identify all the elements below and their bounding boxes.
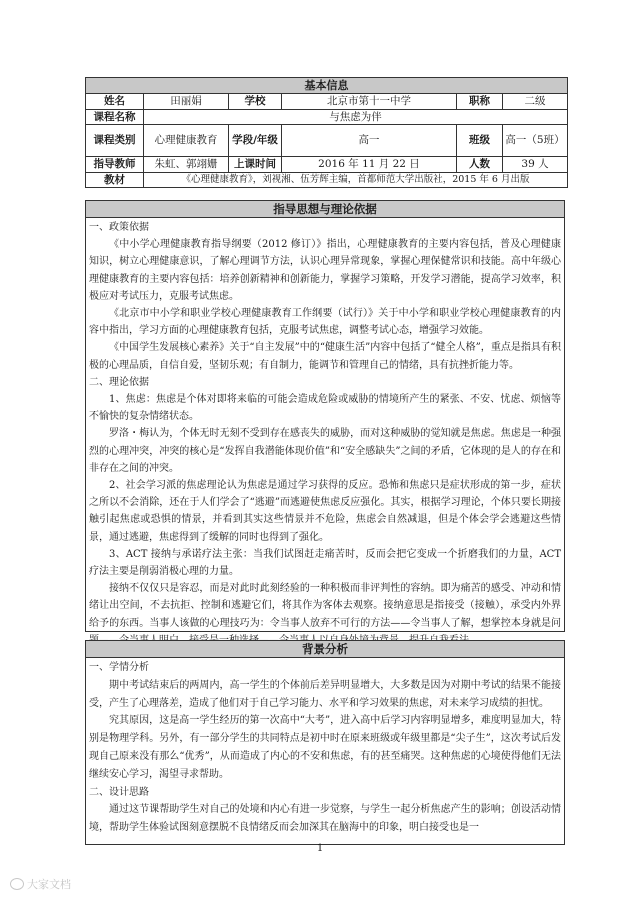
course-type-value: 心理健康教育 [144,125,229,157]
watermark-logo-icon [10,878,24,890]
theory-heading: 二、理论依据 [89,376,149,388]
course-name-label: 课程名称 [86,110,144,125]
count-label: 人数 [457,157,503,173]
paragraph: 2、社会学习派的焦虑理论认为焦虑是通过学习获得的反应。恐怖和焦虑只是症状形成的第一步，症状之所以不会消除，还在于人们学会了“逃避”而逃避使焦虑反应强化。其实，根据学习理论，个体只要长期接触引起焦虑或恐惧的情景，并看到其实这些情景并不危险，焦虑会自然减退，但是个体会学会逃避这些情景，通过逃避，焦虑得到了缓解的同时也得到了强化。 [89,480,561,543]
watermark-text: 大家文档 [27,878,71,891]
textbook-label: 教材 [86,173,144,188]
paragraph: 接纳不仅仅只是容忍，而是对此时此刻经验的一种积极而非评判性的容纳。即为痛苦的感受、冲动和情绪让出空间，不去抗拒、控制和逃避它们，将其作为客体去观察。接纳意思是指接受（接触），承受内外界给予的东西。当事人该做的心理技巧为：令当事人放弃不可行的方法——令当事人了解，想掌控本身就是问 [89,583,561,629]
class-value: 高一（5班） [503,125,568,157]
basic-info-table [85,77,568,188]
class-label: 班级 [457,125,503,157]
name-label: 姓名 [86,94,144,110]
time-label: 上课时间 [229,157,282,173]
count-value: 39 人 [503,157,568,173]
guiding-theory-body [86,218,564,649]
school-value: 北京市第十一中学 [282,94,457,110]
background-analysis-body [86,658,564,837]
paragraph: 《中小学心理健康教育指导纲要（2012 修订）》指出，心理健康教育的主要内容包括，普及心理健康知识，树立心理健康意识，了解心理调节方法，认识心理异常现象，掌握心理保健常识和技能。高中年级心理健康教育的主要内容包括：培养创新精神和创新能力，掌握学习策略，开发学习潜能，提高学习效率，积极应对考试压力，克服考试焦虑。 [89,239,561,302]
guiding-theory-title: 指导思想与理论依据 [86,201,564,218]
grade-label: 学段/年级 [229,125,282,157]
paragraph: 期中考试结束后的两周内，高一学生的个体前后差异明显增大，大多数是因为对期中考试的结果不能接受，产生了心理落差，造成了他们对于自己学习能力、水平和学习效果的焦虑，对未来学习成绩的担忧。 [89,679,561,709]
time-value: 2016 年 11 月 22 日 [282,157,457,173]
paragraph: 《中国学生发展核心素养》关于“自主发展”中的“健康生活”内容中包括了“健全人格”，重点是指具有积极的心理品质，自信自爱，坚韧乐观；有自制力，能调节和管理自己的情绪，具有抗挫折能力等。 [89,342,561,371]
school-label: 学校 [229,94,282,110]
title-label: 职称 [457,94,503,110]
grade-value: 高一 [282,125,457,157]
paragraph: 3、ACT 接纳与承诺疗法主张：当我们试图赶走痛苦时，反而会把它变成一个折磨我们的力量，ACT 疗法主要是削弱消极心理的力量。 [89,548,561,578]
paragraph: 罗洛・梅认为，个体无时无刻不受到存在感丧失的威胁，而对这种威胁的觉知就是焦虑。焦虑是一种强烈的心理冲突，冲突的核心是“发挥自我潜能体现价值”和“安全感缺失”之间的矛盾，它体现的是人的存在和非存在之间的冲突。 [89,428,561,474]
policy-heading: 一、政策依据 [89,222,149,233]
textbook-value: 《心理健康教育》，刘视湘、伍芳辉主编，首都师范大学出版社，2015 年 6 月出版 [144,173,568,188]
paragraph: 1、焦虑：焦虑是个体对即将来临的可能会造成危险或威胁的情境所产生的紧张、不安、忧虑、烦恼等不愉快的复杂情绪状态。 [89,394,561,423]
instructor-value: 朱虹、郭翊姗 [144,157,229,173]
page-number: 1 [316,843,324,854]
paragraph: 《北京市中小学和职业学校心理健康教育工作纲要（试行）》关于中小学和职业学校心理健康教育的内容中指出，学习方面的心理健康教育包括，克服考试焦虑，调整考试心态，增强学习效能。 [89,308,561,337]
course-type-label: 课程类别 [86,125,144,157]
basic-info-header: 基本信息 [86,78,568,94]
name-value: 田丽娟 [144,94,229,110]
learner-analysis-heading: 一、学情分析 [89,662,149,673]
background-analysis-title: 背景分析 [86,641,564,658]
instructor-label: 指导教师 [86,157,144,173]
design-idea-heading: 二、设计思路 [89,786,149,798]
paragraph: 究其原因，这是高一学生经历的第一次高中“大考”，进入高中后学习内容明显增多，难度明显加大，特别是物理学科。另外，有一部分学生的共同特点是初中时在原来班级或年级里都是“尖子生”，这次考试后发现自己原来没有那么“优秀”，从而造成了内心的不安和焦虑，有的甚至痛哭。这种焦虑的心境使得他们无法继续安心学习，渴望寻求帮助。 [89,715,561,780]
title-value: 二级 [503,94,568,110]
guiding-theory-section [85,200,565,632]
watermark [10,876,71,892]
course-name-value: 与焦虑为伴 [144,110,568,125]
background-analysis-section [85,640,565,845]
paragraph: 通过这节课帮助学生对自己的处境和内心有进一步觉察，与学生一起分析焦虑产生的影响；创设活动情境，帮助学生体验试图刻意摆脱不良情绪反而会加深其在脑海中的印象，明白接受也是一 [89,804,561,834]
